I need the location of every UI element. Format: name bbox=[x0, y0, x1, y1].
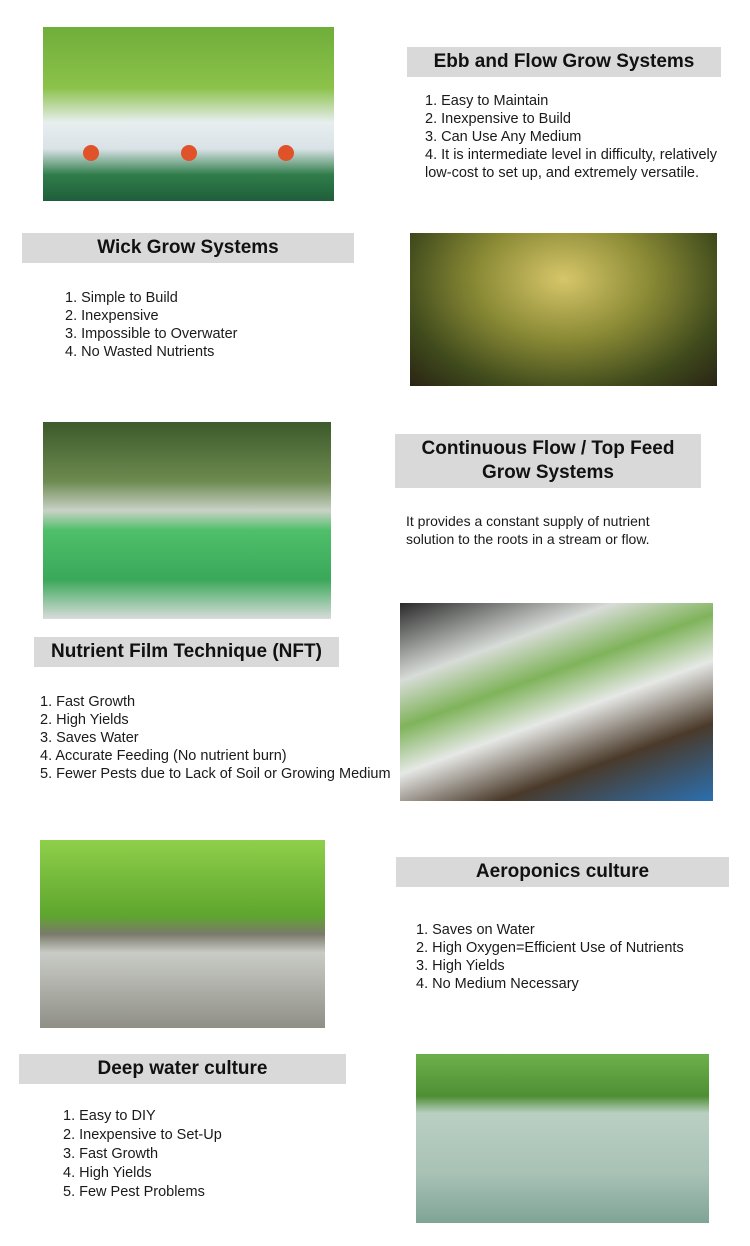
aeroponics-photo bbox=[40, 840, 325, 1028]
ebb-flow-photo bbox=[43, 27, 334, 201]
list-item: 4. It is intermediate level in difficulty, relatively low-cost to set up, and extremely versatile. bbox=[425, 147, 718, 181]
list-item: 3. Saves Water bbox=[40, 730, 139, 746]
list-item: 5. Fewer Pests due to Lack of Soil or Growing Medium bbox=[40, 766, 391, 782]
aeroponics-title: Aeroponics culture bbox=[396, 857, 729, 887]
list-item: 1. Easy to DIY bbox=[63, 1108, 156, 1124]
list-item: 2. High Oxygen=Efficient Use of Nutrients bbox=[416, 940, 684, 956]
list-item: 4. High Yields bbox=[63, 1165, 152, 1181]
continuous-flow-photo bbox=[43, 422, 331, 619]
continuous-flow-description: It provides a constant supply of nutrient solution to the roots in a stream or flow. bbox=[406, 513, 650, 547]
list-item: 1. Easy to Maintain bbox=[425, 93, 549, 109]
nft-photo bbox=[400, 603, 713, 801]
list-item: 5. Few Pest Problems bbox=[63, 1184, 205, 1200]
nft-title: Nutrient Film Technique (NFT) bbox=[34, 637, 339, 667]
list-item: 2. High Yields bbox=[40, 712, 129, 728]
list-item: 3. Can Use Any Medium bbox=[425, 129, 582, 145]
tap-icon bbox=[181, 145, 197, 161]
wick-photo bbox=[410, 233, 717, 386]
list-item: 4. No Wasted Nutrients bbox=[65, 344, 215, 360]
tap-icon bbox=[278, 145, 294, 161]
list-item: 4. Accurate Feeding (No nutrient burn) bbox=[40, 748, 287, 764]
list-item: 3. High Yields bbox=[416, 958, 505, 974]
tap-icon bbox=[83, 145, 99, 161]
list-item: 1. Simple to Build bbox=[65, 290, 178, 306]
deep-water-title: Deep water culture bbox=[19, 1054, 346, 1084]
list-item: 2. Inexpensive bbox=[65, 308, 159, 324]
list-item: 2. Inexpensive to Build bbox=[425, 111, 571, 127]
continuous-flow-title-line1: Continuous Flow / Top Feed bbox=[421, 438, 675, 459]
list-item: 4. No Medium Necessary bbox=[416, 976, 579, 992]
nft-list bbox=[40, 693, 410, 783]
list-item: 1. Saves on Water bbox=[416, 922, 535, 938]
ebb-flow-title: Ebb and Flow Grow Systems bbox=[407, 47, 721, 77]
continuous-flow-title-line2: Grow Systems bbox=[482, 462, 614, 483]
ebb-flow-list bbox=[425, 92, 730, 182]
list-item: 3. Impossible to Overwater bbox=[65, 326, 238, 342]
deep-water-photo bbox=[416, 1054, 709, 1223]
aeroponics-list bbox=[416, 921, 684, 993]
wick-title: Wick Grow Systems bbox=[22, 233, 354, 263]
continuous-flow-title bbox=[395, 434, 701, 488]
list-item: 1. Fast Growth bbox=[40, 694, 136, 710]
wick-list bbox=[65, 289, 237, 361]
list-item: 2. Inexpensive to Set-Up bbox=[63, 1127, 222, 1143]
deep-water-list bbox=[63, 1107, 222, 1202]
list-item: 3. Fast Growth bbox=[63, 1146, 159, 1162]
